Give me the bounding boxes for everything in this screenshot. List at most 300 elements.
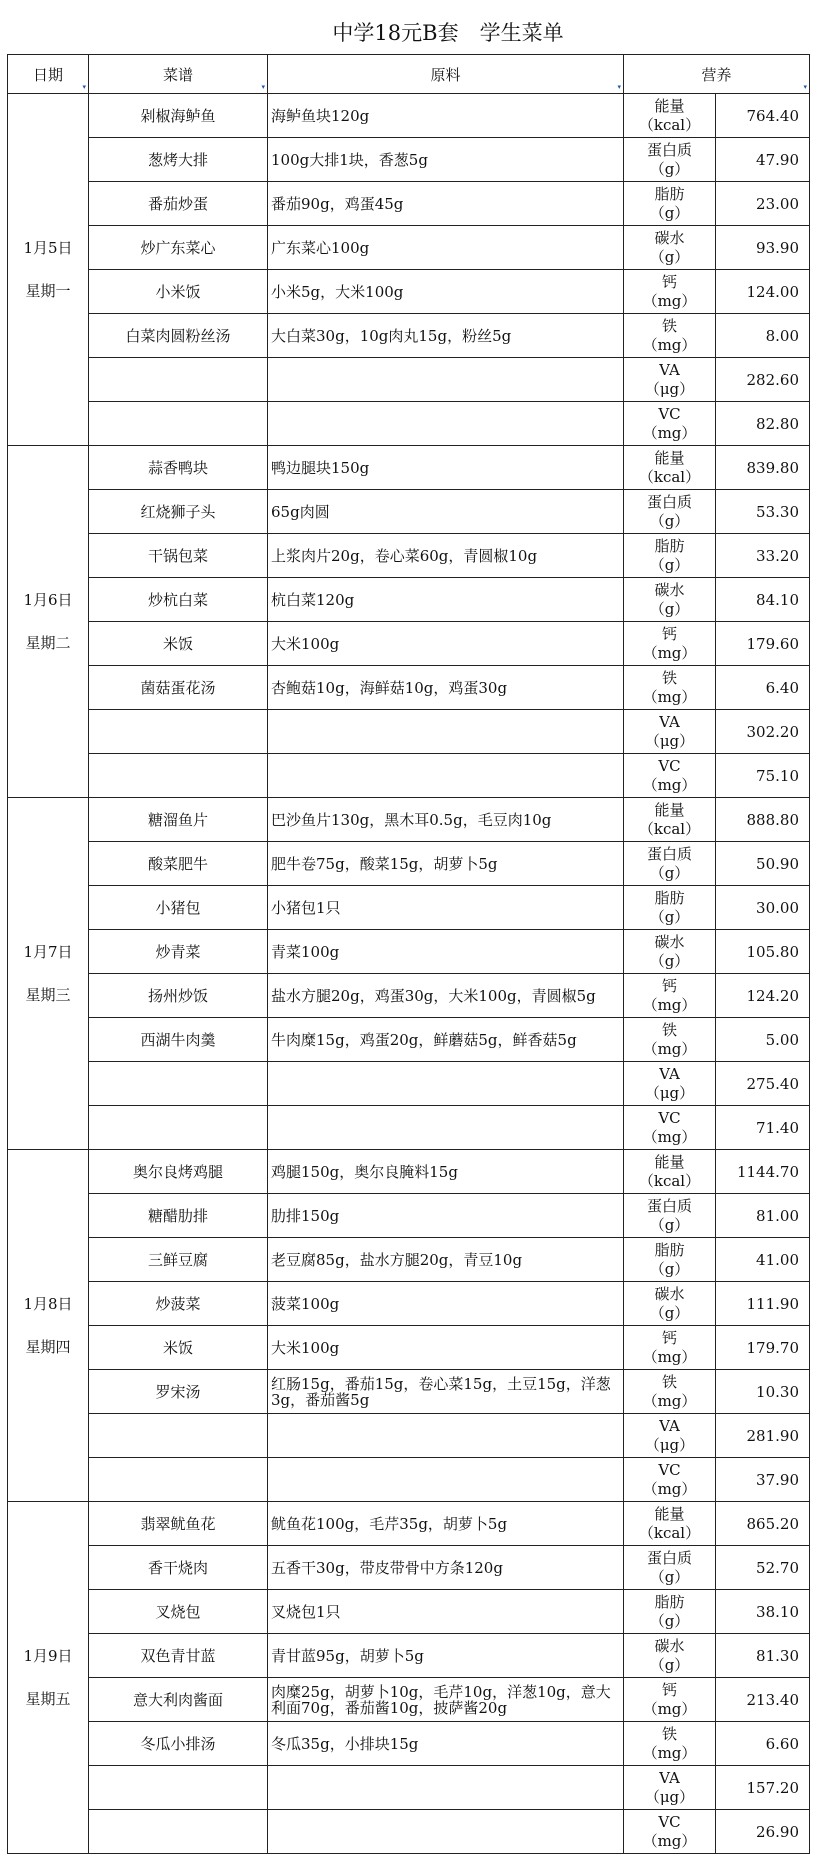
nutrient-value-cell[interactable]: 37.90 [716, 1458, 810, 1502]
dish-cell[interactable] [89, 402, 268, 446]
nutrient-name: 钙 [661, 272, 677, 291]
table-row [8, 1062, 810, 1106]
nutrient-name: 蛋白质 [646, 492, 692, 511]
nutrient-name: 脂肪 [654, 1592, 685, 1611]
nutrient-value-cell[interactable]: 50.90 [716, 842, 810, 886]
ingredients-cell[interactable] [268, 1414, 624, 1458]
nutrient-name-cell[interactable] [624, 578, 716, 622]
table-row [8, 1106, 810, 1150]
day-date-cell[interactable] [8, 94, 89, 446]
nutrient-name: 蛋白质 [646, 140, 692, 159]
nutrient-unit: （mg） [642, 1347, 697, 1366]
ingredients-cell[interactable]: 海鲈鱼块120g [268, 94, 624, 138]
day-date-cell[interactable] [8, 798, 89, 1150]
ingredients-cell[interactable]: 五香干30g，带皮带骨中方条120g [268, 1546, 624, 1590]
nutrient-name-cell[interactable] [624, 1194, 716, 1238]
nutrient-unit: （kcal） [638, 467, 701, 486]
nutrient-unit: （g） [649, 1303, 690, 1322]
nutrient-name: 钙 [661, 624, 677, 643]
nutrient-unit: （g） [649, 1259, 690, 1278]
nutrient-name-cell[interactable] [624, 1634, 716, 1678]
dish-cell[interactable] [89, 1062, 268, 1106]
nutrient-name: 蛋白质 [646, 1548, 692, 1567]
nutrient-name-cell[interactable] [624, 710, 716, 754]
nutrient-unit: （mg） [642, 335, 697, 354]
table-row [8, 1370, 810, 1414]
nutrient-name-cell[interactable] [624, 1282, 716, 1326]
table-row [8, 974, 810, 1018]
nutrient-name-cell[interactable] [624, 534, 716, 578]
nutrient-name-cell[interactable] [624, 1370, 716, 1414]
nutrient-value-cell[interactable]: 213.40 [716, 1678, 810, 1722]
ingredients-cell[interactable]: 鱿鱼花100g，毛芹35g，胡萝卜5g [268, 1502, 624, 1546]
table-row [8, 1326, 810, 1370]
dish-cell[interactable]: 双色青甘蓝 [89, 1634, 268, 1678]
dish-cell[interactable]: 小米饭 [89, 270, 268, 314]
nutrient-value-cell[interactable]: 82.80 [716, 402, 810, 446]
nutrient-value-cell[interactable]: 6.40 [716, 666, 810, 710]
table-row [8, 1766, 810, 1810]
nutrient-name: 铁 [661, 668, 677, 687]
nutrient-value-cell[interactable]: 93.90 [716, 226, 810, 270]
nutrient-unit: （μg） [644, 379, 695, 398]
ingredients-cell[interactable] [268, 1458, 624, 1502]
day-weekday: 星期二 [25, 633, 71, 652]
ingredients-cell[interactable]: 菠菜100g [268, 1282, 624, 1326]
dish-cell[interactable] [89, 358, 268, 402]
table-row [8, 358, 810, 402]
header-date[interactable]: 日期 ▾ [8, 55, 89, 94]
nutrient-value-cell[interactable]: 157.20 [716, 1766, 810, 1810]
nutrient-name: 脂肪 [654, 184, 685, 203]
nutrient-unit: （g） [649, 555, 690, 574]
table-row [8, 446, 810, 490]
nutrient-name-cell[interactable] [624, 622, 716, 666]
header-ingredients[interactable]: 原料 ▾ [268, 55, 624, 94]
ingredients-cell[interactable]: 老豆腐85g，盐水方腿20g，青豆10g [268, 1238, 624, 1282]
ingredients-cell[interactable]: 牛肉糜15g，鸡蛋20g，鲜蘑菇5g，鲜香菇5g [268, 1018, 624, 1062]
ingredients-cell[interactable]: 杏鲍菇10g，海鲜菇10g，鸡蛋30g [268, 666, 624, 710]
nutrient-value-cell[interactable]: 41.00 [716, 1238, 810, 1282]
nutrient-unit: （kcal） [638, 1171, 701, 1190]
table-row [8, 1018, 810, 1062]
nutrient-name: 能量 [654, 96, 685, 115]
nutrient-unit: （μg） [644, 1083, 695, 1102]
nutrient-unit: （mg） [642, 643, 697, 662]
table-row [8, 754, 810, 798]
nutrient-value-cell[interactable]: 52.70 [716, 1546, 810, 1590]
dish-cell[interactable]: 白菜肉圆粉丝汤 [89, 314, 268, 358]
filter-dropdown-icon[interactable]: ▾ [261, 83, 265, 91]
nutrient-unit: （mg） [642, 1039, 697, 1058]
nutrient-unit: （g） [649, 907, 690, 926]
table-row [8, 578, 810, 622]
table-row [8, 402, 810, 446]
nutrient-name: 碳水 [654, 1636, 685, 1655]
nutrient-name-cell[interactable] [624, 1326, 716, 1370]
ingredients-cell[interactable]: 广东菜心100g [268, 226, 624, 270]
nutrient-unit: （mg） [642, 1699, 697, 1718]
table-row [8, 534, 810, 578]
table-row [8, 886, 810, 930]
table-row [8, 490, 810, 534]
ingredients-cell[interactable]: 青甘蓝95g，胡萝卜5g [268, 1634, 624, 1678]
ingredients-cell[interactable]: 肉糜25g，胡萝卜10g，毛芹10g，洋葱10g，意大利面70g，番茄酱10g，披萨酱20g [268, 1678, 624, 1722]
nutrient-name: VA [659, 1416, 680, 1435]
nutrient-unit: （g） [649, 599, 690, 618]
dish-cell[interactable]: 冬瓜小排汤 [89, 1722, 268, 1766]
nutrient-value-cell[interactable]: 1144.70 [716, 1150, 810, 1194]
ingredients-cell[interactable] [268, 358, 624, 402]
ingredients-cell[interactable]: 大米100g [268, 1326, 624, 1370]
nutrient-name-cell[interactable] [624, 138, 716, 182]
header-nutrition[interactable]: 营养 ▾ [624, 55, 810, 94]
nutrient-unit: （mg） [642, 1743, 697, 1762]
dish-cell[interactable]: 三鲜豆腐 [89, 1238, 268, 1282]
nutrient-unit: （g） [649, 511, 690, 530]
dish-cell[interactable]: 酸菜肥牛 [89, 842, 268, 886]
dish-cell[interactable]: 菌菇蛋花汤 [89, 666, 268, 710]
dish-cell[interactable]: 糖醋肋排 [89, 1194, 268, 1238]
dish-cell[interactable]: 奥尔良烤鸡腿 [89, 1150, 268, 1194]
menu-title: 中学18元B套 学生菜单 [332, 21, 564, 45]
header-dish[interactable]: 菜谱 ▾ [89, 55, 268, 94]
nutrient-unit: （mg） [642, 995, 697, 1014]
nutrient-name-cell[interactable] [624, 1062, 716, 1106]
table-row [8, 1282, 810, 1326]
dish-cell[interactable]: 小猪包 [89, 886, 268, 930]
nutrient-name-cell[interactable] [624, 1722, 716, 1766]
nutrient-value-cell[interactable]: 275.40 [716, 1062, 810, 1106]
ingredients-cell[interactable] [268, 1766, 624, 1810]
nutrient-unit: （mg） [642, 1831, 697, 1850]
dish-cell[interactable]: 炒杭白菜 [89, 578, 268, 622]
nutrient-unit: （kcal） [638, 115, 701, 134]
ingredients-cell[interactable]: 肥牛卷75g，酸菜15g，胡萝卜5g [268, 842, 624, 886]
nutrient-value-cell[interactable]: 179.60 [716, 622, 810, 666]
table-row [8, 1546, 810, 1590]
dish-cell[interactable]: 糖溜鱼片 [89, 798, 268, 842]
day-weekday: 星期三 [25, 985, 71, 1004]
menu-table [7, 54, 810, 1854]
dish-cell[interactable] [89, 1414, 268, 1458]
nutrient-name-cell[interactable] [624, 842, 716, 886]
table-row [8, 314, 810, 358]
nutrient-name-cell[interactable] [624, 886, 716, 930]
table-row [8, 182, 810, 226]
day-date-cell[interactable] [8, 446, 89, 798]
ingredients-cell[interactable] [268, 754, 624, 798]
nutrient-name: 碳水 [654, 580, 685, 599]
dish-cell[interactable] [89, 1766, 268, 1810]
nutrient-value-cell[interactable]: 75.10 [716, 754, 810, 798]
filter-dropdown-icon[interactable]: ▾ [803, 83, 807, 91]
table-row [8, 1458, 810, 1502]
table-row [8, 270, 810, 314]
dish-cell[interactable] [89, 1106, 268, 1150]
nutrient-value-cell[interactable]: 124.20 [716, 974, 810, 1018]
nutrient-name: VA [659, 360, 680, 379]
filter-dropdown-icon[interactable]: ▾ [82, 83, 86, 91]
ingredients-cell[interactable] [268, 1106, 624, 1150]
ingredients-cell[interactable]: 鸡腿150g，奥尔良腌料15g [268, 1150, 624, 1194]
nutrient-name: 能量 [654, 448, 685, 467]
nutrient-name: 脂肪 [654, 888, 685, 907]
nutrient-unit: （g） [649, 951, 690, 970]
dish-cell[interactable]: 叉烧包 [89, 1590, 268, 1634]
dish-cell[interactable]: 米饭 [89, 622, 268, 666]
nutrient-unit: （mg） [642, 1391, 697, 1410]
nutrient-unit: （kcal） [638, 819, 701, 838]
ingredients-cell[interactable]: 叉烧包1只 [268, 1590, 624, 1634]
nutrient-value-cell[interactable]: 38.10 [716, 1590, 810, 1634]
ingredients-cell[interactable]: 小米5g，大米100g [268, 270, 624, 314]
nutrient-name: VC [658, 1460, 681, 1479]
nutrient-value-cell[interactable]: 179.70 [716, 1326, 810, 1370]
dish-cell[interactable]: 米饭 [89, 1326, 268, 1370]
nutrient-value-cell[interactable]: 26.90 [716, 1810, 810, 1854]
nutrient-value-cell[interactable]: 5.00 [716, 1018, 810, 1062]
ingredients-cell[interactable]: 杭白菜120g [268, 578, 624, 622]
dish-cell[interactable]: 香干烧肉 [89, 1546, 268, 1590]
ingredients-cell[interactable]: 小猪包1只 [268, 886, 624, 930]
nutrient-name: VC [658, 756, 681, 775]
nutrient-value-cell[interactable]: 47.90 [716, 138, 810, 182]
ingredients-cell[interactable]: 大米100g [268, 622, 624, 666]
dish-cell[interactable]: 番茄炒蛋 [89, 182, 268, 226]
dish-cell[interactable]: 翡翠鱿鱼花 [89, 1502, 268, 1546]
dish-cell[interactable] [89, 1810, 268, 1854]
nutrient-value-cell[interactable]: 6.60 [716, 1722, 810, 1766]
nutrient-value-cell[interactable]: 282.60 [716, 358, 810, 402]
ingredients-cell[interactable] [268, 1062, 624, 1106]
nutrient-name: 碳水 [654, 1284, 685, 1303]
nutrient-value-cell[interactable]: 124.00 [716, 270, 810, 314]
nutrient-name: 铁 [661, 1372, 677, 1391]
nutrient-unit: （g） [649, 863, 690, 882]
nutrient-value-cell[interactable]: 81.00 [716, 1194, 810, 1238]
nutrient-name: 钙 [661, 1328, 677, 1347]
nutrient-value-cell[interactable]: 865.20 [716, 1502, 810, 1546]
nutrient-value-cell[interactable]: 111.90 [716, 1282, 810, 1326]
ingredients-cell[interactable]: 巴沙鱼片130g，黑木耳0.5g，毛豆肉10g [268, 798, 624, 842]
table-row [8, 1634, 810, 1678]
nutrient-name-cell[interactable] [624, 798, 716, 842]
dish-cell[interactable]: 红烧狮子头 [89, 490, 268, 534]
dish-cell[interactable] [89, 710, 268, 754]
dish-cell[interactable]: 西湖牛肉羹 [89, 1018, 268, 1062]
day-date-cell[interactable] [8, 1150, 89, 1502]
day-weekday: 星期一 [25, 281, 71, 300]
menu-body [8, 94, 810, 1854]
nutrient-name-cell[interactable] [624, 1766, 716, 1810]
nutrient-name-cell[interactable] [624, 358, 716, 402]
nutrient-value-cell[interactable]: 8.00 [716, 314, 810, 358]
nutrient-name-cell[interactable] [624, 1590, 716, 1634]
nutrient-name-cell[interactable] [624, 1414, 716, 1458]
filter-dropdown-icon[interactable]: ▾ [617, 83, 621, 91]
nutrient-unit: （g） [649, 1655, 690, 1674]
table-row [8, 138, 810, 182]
dish-cell[interactable]: 炒菠菜 [89, 1282, 268, 1326]
nutrient-name: 钙 [661, 976, 677, 995]
ingredients-cell[interactable]: 番茄90g，鸡蛋45g [268, 182, 624, 226]
nutrient-name: 蛋白质 [646, 1196, 692, 1215]
table-row [8, 798, 810, 842]
nutrient-value-cell[interactable]: 105.80 [716, 930, 810, 974]
nutrient-name: 蛋白质 [646, 844, 692, 863]
nutrient-name-cell[interactable] [624, 1238, 716, 1282]
nutrient-name: 铁 [661, 1724, 677, 1743]
nutrient-unit: （μg） [644, 1435, 695, 1454]
ingredients-cell[interactable]: 100g大排1块，香葱5g [268, 138, 624, 182]
dish-cell[interactable]: 干锅包菜 [89, 534, 268, 578]
nutrient-name-cell[interactable] [624, 446, 716, 490]
nutrient-unit: （mg） [642, 1479, 697, 1498]
nutrient-unit: （mg） [642, 687, 697, 706]
nutrient-unit: （mg） [642, 775, 697, 794]
nutrient-unit: （g） [649, 159, 690, 178]
nutrient-name-cell[interactable] [624, 94, 716, 138]
nutrient-name-cell[interactable] [624, 490, 716, 534]
nutrient-name: 脂肪 [654, 536, 685, 555]
nutrient-name-cell[interactable] [624, 270, 716, 314]
dish-cell[interactable]: 蒜香鸭块 [89, 446, 268, 490]
day-date: 1月9日 [23, 1646, 73, 1665]
nutrient-name: 能量 [654, 1504, 685, 1523]
day-date-cell[interactable] [8, 1502, 89, 1854]
nutrient-name-cell[interactable] [624, 1502, 716, 1546]
nutrient-name-cell[interactable] [624, 1018, 716, 1062]
table-row [8, 94, 810, 138]
dish-cell[interactable]: 意大利肉酱面 [89, 1678, 268, 1722]
table-row [8, 226, 810, 270]
table-row [8, 710, 810, 754]
nutrient-name: 碳水 [654, 228, 685, 247]
table-row [8, 1194, 810, 1238]
table-row [8, 1502, 810, 1546]
dish-cell[interactable]: 炒广东菜心 [89, 226, 268, 270]
table-row [8, 1678, 810, 1722]
ingredients-cell[interactable]: 红肠15g，番茄15g，卷心菜15g，土豆15g，洋葱3g，番茄酱5g [268, 1370, 624, 1414]
nutrient-value-cell[interactable]: 281.90 [716, 1414, 810, 1458]
header-row [8, 55, 810, 94]
table-row [8, 1414, 810, 1458]
nutrient-name: VA [659, 712, 680, 731]
nutrient-name: VA [659, 1064, 680, 1083]
nutrient-name-cell[interactable] [624, 226, 716, 270]
nutrient-name: 铁 [661, 1020, 677, 1039]
nutrient-unit: （g） [649, 247, 690, 266]
day-date: 1月5日 [23, 238, 73, 257]
ingredients-cell[interactable]: 冬瓜35g，小排块15g [268, 1722, 624, 1766]
nutrient-unit: （μg） [644, 731, 695, 750]
nutrient-name: VA [659, 1768, 680, 1787]
nutrient-name: 能量 [654, 1152, 685, 1171]
nutrient-value-cell[interactable]: 30.00 [716, 886, 810, 930]
nutrient-name-cell[interactable] [624, 1106, 716, 1150]
table-row [8, 622, 810, 666]
dish-cell[interactable]: 罗宋汤 [89, 1370, 268, 1414]
nutrient-value-cell[interactable]: 53.30 [716, 490, 810, 534]
table-row [8, 930, 810, 974]
ingredients-cell[interactable]: 大白菜30g，10g肉丸15g，粉丝5g [268, 314, 624, 358]
nutrient-value-cell[interactable]: 888.80 [716, 798, 810, 842]
table-row [8, 1238, 810, 1282]
nutrient-name-cell[interactable] [624, 666, 716, 710]
ingredients-cell[interactable]: 青菜100g [268, 930, 624, 974]
nutrient-name-cell[interactable] [624, 1150, 716, 1194]
nutrient-unit: （g） [649, 1567, 690, 1586]
nutrient-value-cell[interactable]: 33.20 [716, 534, 810, 578]
nutrient-unit: （kcal） [638, 1523, 701, 1542]
nutrient-value-cell[interactable]: 839.80 [716, 446, 810, 490]
ingredients-cell[interactable]: 肋排150g [268, 1194, 624, 1238]
nutrient-name-cell[interactable] [624, 930, 716, 974]
day-weekday: 星期五 [25, 1689, 71, 1708]
nutrient-value-cell[interactable]: 764.40 [716, 94, 810, 138]
nutrient-unit: （mg） [642, 1127, 697, 1146]
nutrient-value-cell[interactable]: 81.30 [716, 1634, 810, 1678]
nutrient-name: 脂肪 [654, 1240, 685, 1259]
nutrient-name: VC [658, 404, 681, 423]
ingredients-cell[interactable] [268, 1810, 624, 1854]
nutrient-name: 铁 [661, 316, 677, 335]
ingredients-cell[interactable] [268, 402, 624, 446]
nutrient-name-cell[interactable] [624, 754, 716, 798]
ingredients-cell[interactable]: 上浆肉片20g，卷心菜60g，青圆椒10g [268, 534, 624, 578]
nutrient-unit: （mg） [642, 291, 697, 310]
nutrient-name-cell[interactable] [624, 402, 716, 446]
nutrient-name: 能量 [654, 800, 685, 819]
nutrient-value-cell[interactable]: 302.20 [716, 710, 810, 754]
table-row [8, 666, 810, 710]
nutrient-name-cell[interactable] [624, 1458, 716, 1502]
nutrient-unit: （μg） [644, 1787, 695, 1806]
nutrient-value-cell[interactable]: 23.00 [716, 182, 810, 226]
day-date: 1月7日 [23, 942, 73, 961]
day-weekday: 星期四 [25, 1337, 71, 1356]
nutrient-name-cell[interactable] [624, 1546, 716, 1590]
table-row [8, 1590, 810, 1634]
nutrient-name-cell[interactable] [624, 1810, 716, 1854]
ingredients-cell[interactable]: 鸭边腿块150g [268, 446, 624, 490]
nutrient-name: 钙 [661, 1680, 677, 1699]
table-row [8, 1810, 810, 1854]
nutrient-name: VC [658, 1108, 681, 1127]
ingredients-cell[interactable]: 65g肉圆 [268, 490, 624, 534]
nutrient-name-cell[interactable] [624, 182, 716, 226]
dish-cell[interactable]: 扬州炒饭 [89, 974, 268, 1018]
table-row [8, 842, 810, 886]
nutrient-value-cell[interactable]: 10.30 [716, 1370, 810, 1414]
nutrient-value-cell[interactable]: 84.10 [716, 578, 810, 622]
ingredients-cell[interactable] [268, 710, 624, 754]
nutrient-unit: （g） [649, 1611, 690, 1630]
nutrient-name-cell[interactable] [624, 1678, 716, 1722]
nutrient-value-cell[interactable]: 71.40 [716, 1106, 810, 1150]
dish-cell[interactable]: 剁椒海鲈鱼 [89, 94, 268, 138]
dish-cell[interactable] [89, 1458, 268, 1502]
table-row [8, 1150, 810, 1194]
dish-cell[interactable] [89, 754, 268, 798]
nutrient-name-cell[interactable] [624, 974, 716, 1018]
nutrient-unit: （mg） [642, 423, 697, 442]
nutrient-name-cell[interactable] [624, 314, 716, 358]
dish-cell[interactable]: 葱烤大排 [89, 138, 268, 182]
ingredients-cell[interactable]: 盐水方腿20g，鸡蛋30g，大米100g，青圆椒5g [268, 974, 624, 1018]
dish-cell[interactable]: 炒青菜 [89, 930, 268, 974]
